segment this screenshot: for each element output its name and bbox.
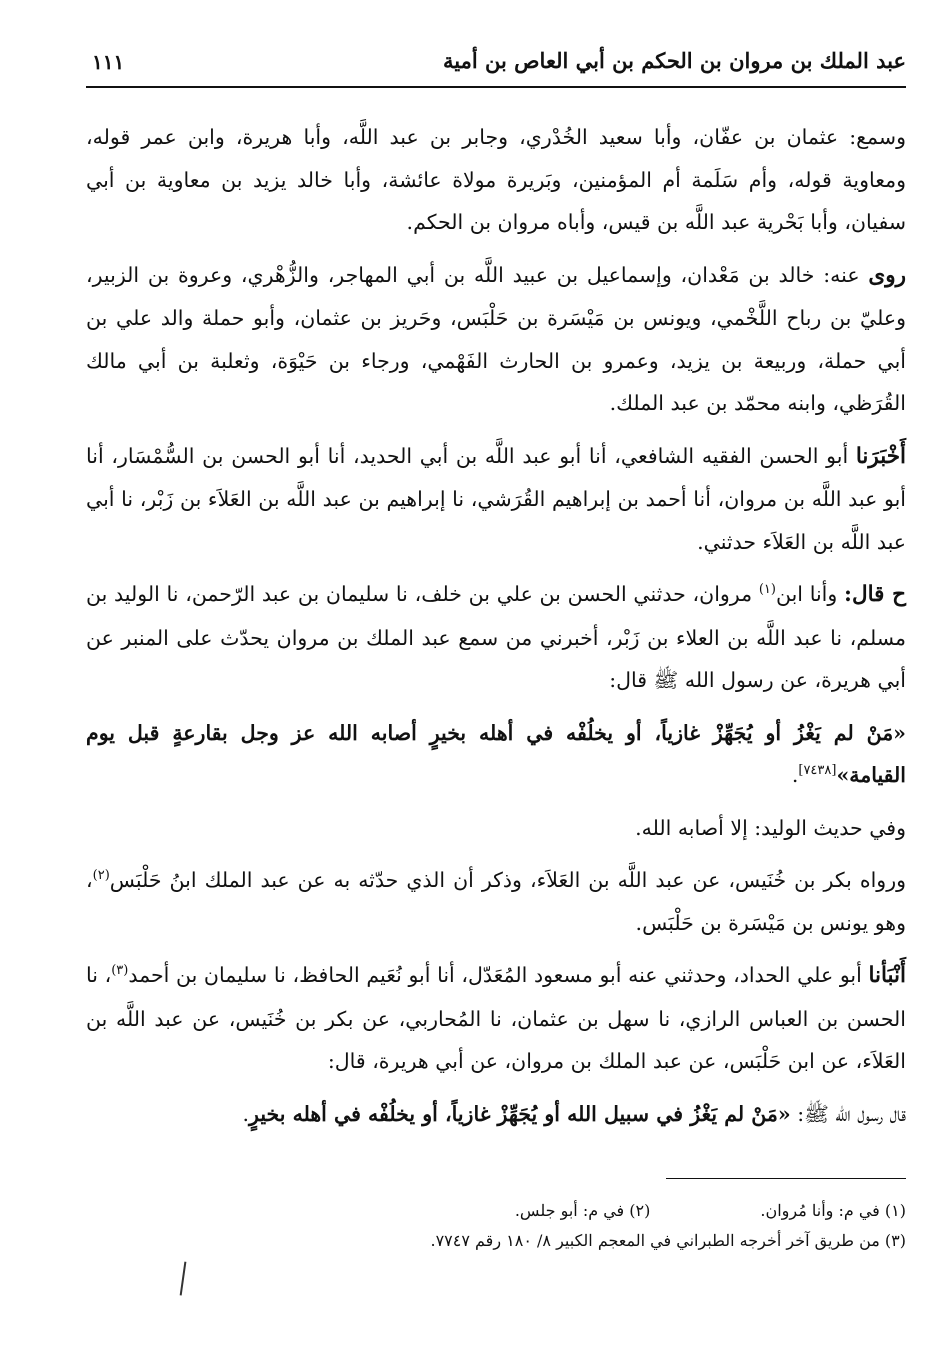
lead-word: روى — [868, 262, 906, 288]
paragraph-isnad-1: أَخْبَرَنا أبو الحسن الفقيه الشافعي، أنا أبو عبد اللَّه بن أبي الحديد، أنا أبو الحسن بن السُّمْسَار، أنا أبو عبد اللَّه بن مروان، أنا أحمد بن إبراهيم القُرَشي، نا إبراهيم بن عبد اللَّه بن العَلاَء بن زَبْر، نا أبي عبد اللَّه بن العَلاَء حدثني. — [86, 443, 906, 554]
hadith-number: [٧٤٣٨] — [798, 763, 837, 779]
footnote-1: (١) في م: وأنا مُروان. — [760, 1201, 906, 1220]
footnote-line — [86, 1196, 906, 1226]
lead-word: أَخْبَرَنا — [855, 443, 906, 469]
footnote-3: (٣) من طريق آخر أخرجه الطبراني في المعجم الكبير ٨/ ١٨٠ رقم ٧٧٤٧. — [430, 1231, 906, 1250]
footnotes — [86, 1196, 906, 1256]
hadith-text: «مَنْ لم يَغْزُ في سبيل الله أو يُجَهِّزْ غازياً، أو يخلُفْه في أهله بخيرٍ — [249, 1101, 791, 1126]
lead-word: أَنْبَأنا — [868, 963, 906, 988]
paragraph-hadith-2: قال رسول الله ﷺ: «مَنْ لم يَغْزُ في سبيل الله أو يُجَهِّزْ غازياً، أو يخلُفْه في أهله بخيرٍ. — [242, 1101, 906, 1126]
footnote-marker[interactable]: (٢) — [92, 868, 110, 884]
main-text — [86, 116, 906, 1135]
footnote-2: (٢) في م: أبو جلس. — [514, 1201, 651, 1220]
lead-word: ح قال: — [844, 582, 906, 607]
footnote-rule — [666, 1178, 906, 1179]
paragraph-heard-from: وسمع: عثمان بن عفّان، وأبا سعيد الخُدْري، وجابر بن عبد اللَّه، وأبا هريرة، وابن عمر قوله، ومعاوية قوله، وأم سَلَمة أم المؤمنين، وبَريرة مولاة عائشة، وأبا خالد يزيد بن معاوية بن أبي سفيان، وأبا بَحْرية عبد اللَّه بن قيس، وأباه مروان بن الحكم. — [86, 125, 906, 234]
paragraph-isnad-3: أَنْبَأنا أبو علي الحداد، وحدثني عنه أبو مسعود المُعَدّل، أنا أبو نُعَيم الحافظ، نا سليمان بن أحمد$^{(٣)}$، نا الحسن بن العباس الرازي، نا سهل بن عثمان، نا المُحاربي، عن بكر بن خُنَيس، عن عبد اللَّه بن العَلاَء، عن ابن حَلْبَس، عن عبد الملك بن مروان، عن أبي هريرة، قال: — [86, 963, 906, 1073]
footnote-marker[interactable]: (٣) — [111, 963, 129, 979]
page-number: ١١١ — [92, 50, 125, 74]
page-header — [86, 40, 906, 92]
paragraph-narrated-from: روى عنه: خالد بن مَعْدان، وإسماعيل بن عبيد اللَّه بن أبي المهاجر، والزُّهْري، وعروة بن الزبير، وعليّ بن رباح اللَّخْمي، ويونس بن مَيْسَرة بن حَلْبَس، وحَريز بن عثمان، وأبو حملة والد علي بن أبي حملة، وربيعة بن يزيد، وعمرو بن الحارث الفَهْمي، ورجاء بن حَيْوَة، وثعلبة بن أبي مالك القُرَظي، وابنه محمّد بن عبد الملك. — [86, 262, 906, 415]
paragraph-isnad-2: ح قال: وأنا ابن$^{(١)}$ مروان، حدثني الحسن بن علي بن خلف، نا سليمان بن عبد الرّحمن، نا الوليد بن مسلم، نا عبد اللَّه بن العلاء بن زَبْر، أخبرني من سمع عبد الملك بن مروان يحدّث على المنبر عن أبي هريرة، عن رسول الله ﷺ قال: — [86, 582, 906, 692]
paragraph-bakr-narration: ورواه بكر بن خُنَيس، عن عبد اللَّه بن العَلاَء، وذكر أن الذي حدّثه به عن عبد الملك ابنُ حَلْبَس$^{(٢)}$، وهو يونس بن مَيْسَرة بن حَلْبَس. — [86, 868, 906, 935]
header-rule — [86, 86, 906, 88]
pen-mark — [180, 1262, 193, 1297]
running-title: عبد الملك بن مروان بن الحكم بن أبي العاص بن أمية — [443, 48, 906, 73]
book-page — [86, 40, 906, 1145]
paragraph-hadith-1: «مَنْ لم يَغْزُ أو يُجَهِّزْ غازياً، أو يخلُفْه في أهله بخيرٍ أصابه الله عز وجل بقارعةٍ قبل يوم القيامة»[٧٤٣٨]. — [86, 720, 906, 787]
footnote-line — [86, 1226, 906, 1256]
hadith-text: «مَنْ لم يَغْزُ أو يُجَهِّزْ غازياً، أو يخلُفْه في أهله بخيرٍ أصابه الله عز وجل بقارعةٍ قبل يوم القيامة» — [86, 720, 906, 787]
footnote-marker[interactable]: (١) — [758, 582, 776, 598]
paragraph-walid-note: وفي حديث الوليد: إلا أصابه الله. — [635, 815, 906, 840]
